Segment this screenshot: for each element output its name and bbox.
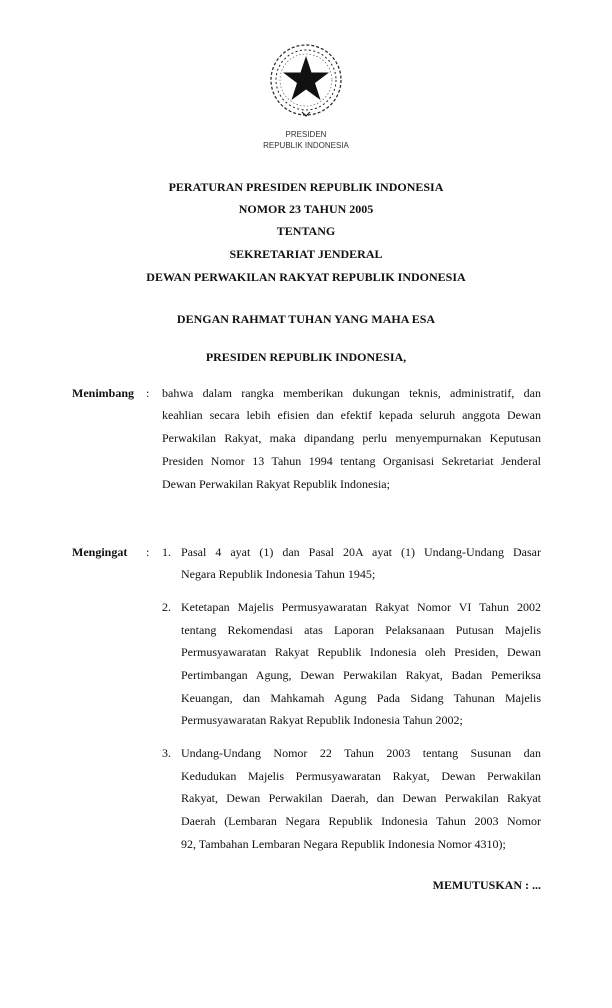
emblem-caption-line2: REPUBLIK INDONESIA: [263, 141, 349, 150]
item-line: Permusyawaratan Rakyat Republik Indonesia oleh Presiden, Dewan: [181, 645, 541, 659]
regulation-title: PERATURAN PRESIDEN REPUBLIK INDONESIA: [168, 180, 444, 194]
item-line: 92, Tambahan Lembaran Negara Republik Indonesia Nomor 4310);: [181, 837, 506, 851]
menimbang-line: Perwakilan Rakyat, maka dipandang perlu menyempurnakan Keputusan: [162, 431, 541, 445]
continuation-marker: MEMUTUSKAN : ...: [432, 878, 541, 892]
menimbang-colon: :: [146, 386, 150, 400]
item-line: Daerah (Lembaran Negara Republik Indonesia Tahun 2003 Nomor: [181, 814, 541, 828]
item-line: Undang-Undang Nomor 22 Tahun 2003 tentang Susunan dan: [181, 746, 541, 760]
mengingat-colon: :: [146, 545, 150, 559]
item-line: Pertimbangan Agung, Dewan Perwakilan Rakyat, Badan Pemeriksa: [181, 668, 541, 682]
menimbang-label: Menimbang: [72, 386, 135, 400]
mengingat-label: Mengingat: [72, 545, 128, 559]
menimbang-line: Presiden Nomor 13 Tahun 1994 tentang Organisasi Sekretariat Jenderal: [162, 454, 541, 468]
menimbang-line: keahlian secara lebih efisien dan efektif kepada seluruh anggota Dewan: [162, 408, 541, 422]
item-number: 1.: [162, 545, 171, 559]
item-line: Negara Republik Indonesia Tahun 1945;: [181, 567, 376, 581]
regulation-number: NOMOR 23 TAHUN 2005: [238, 202, 374, 216]
menimbang-line: Dewan Perwakilan Rakyat Republik Indonesia;: [162, 477, 390, 491]
regulation-subject: SEKRETARIAT JENDERAL: [229, 247, 383, 261]
item-line: Kedudukan Majelis Permusyawaratan Rakyat, Dewan Perwakilan: [181, 769, 541, 783]
item-line: Permusyawaratan Rakyat Republik Indonesia Tahun 2002;: [181, 713, 463, 727]
item-line: Keuangan, dan Mahkamah Agung Pada Sidang Tahunan Majelis: [181, 691, 541, 705]
presidential-emblem-icon: [268, 42, 344, 118]
item-line: Ketetapan Majelis Permusyawaratan Rakyat Nomor VI Tahun 2002: [181, 600, 541, 614]
item-line: Pasal 4 ayat (1) dan Pasal 20A ayat (1) Undang-Undang Dasar: [181, 545, 541, 559]
item-line: Rakyat, Dewan Perwakilan Daerah, dan Dewan Perwakilan Rakyat: [181, 791, 541, 805]
menimbang-line: bahwa dalam rangka memberikan dukungan teknis, administratif, dan: [162, 386, 541, 400]
regulation-about: TENTANG: [276, 224, 336, 238]
regulation-subject-2: DEWAN PERWAKILAN RAKYAT REPUBLIK INDONESIA: [146, 270, 466, 284]
authority: PRESIDEN REPUBLIK INDONESIA,: [205, 350, 407, 364]
item-line: tentang Rekomendasi atas Laporan Pelaksanaan Putusan Majelis: [181, 623, 541, 637]
item-number: 2.: [162, 600, 171, 614]
emblem-caption-line1: PRESIDEN: [285, 130, 327, 139]
preamble: DENGAN RAHMAT TUHAN YANG MAHA ESA: [176, 312, 436, 326]
item-number: 3.: [162, 746, 171, 760]
